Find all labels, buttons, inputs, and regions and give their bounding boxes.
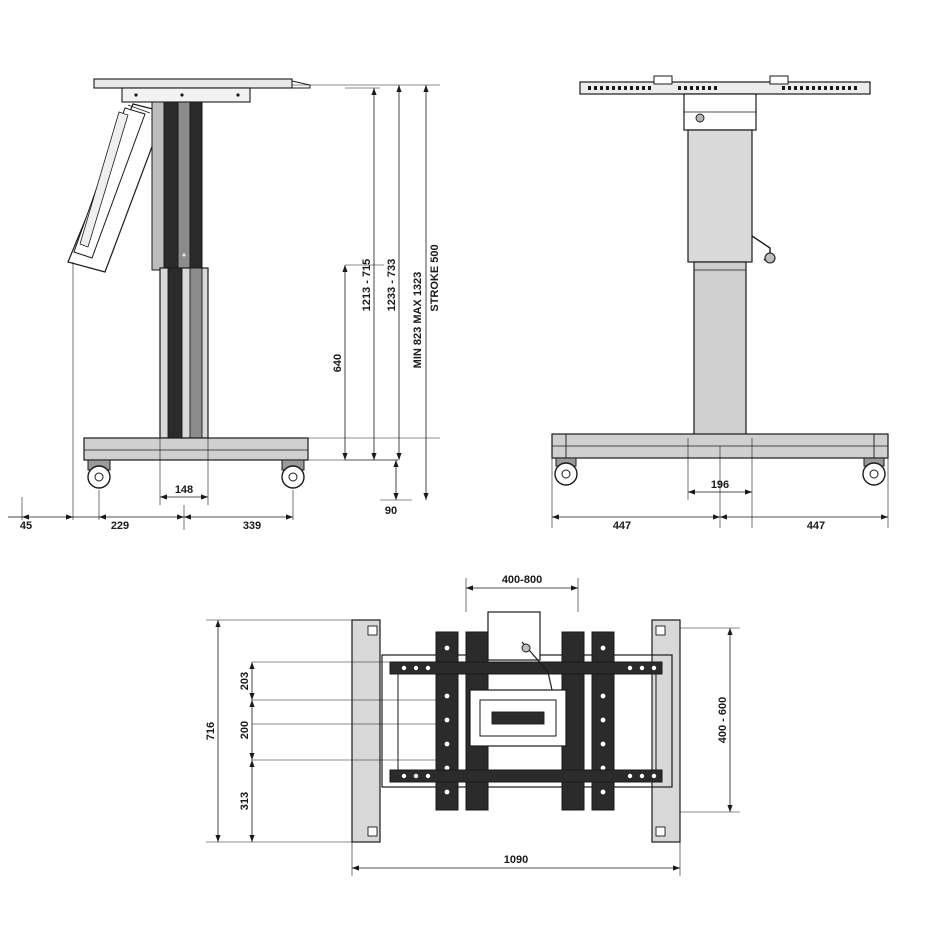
front-caster-left: [555, 458, 577, 485]
dim-label-400-600: 400 - 600: [717, 696, 729, 744]
dimension-top-203: [239, 662, 255, 700]
side-display-panel: [68, 104, 165, 272]
dim-label-400-800: 400-800: [501, 574, 543, 586]
dim-label-229: 229: [110, 520, 130, 532]
dimension-side-1213-715: [361, 88, 377, 460]
front-caster-right: [863, 458, 885, 485]
front-tabletop: [580, 76, 870, 130]
dim-label-640: 640: [332, 353, 344, 373]
dim-label-1213-715: 1213 - 715: [361, 258, 373, 312]
dimension-side-90: [385, 460, 399, 517]
front-elevation-view: [552, 76, 888, 532]
dim-label-min-max: MIN 823 MAX 1323: [412, 271, 424, 369]
dim-label-339: 339: [242, 520, 262, 532]
front-lift-column: [688, 130, 775, 438]
side-base-foot: [84, 438, 308, 488]
dimension-side-1233-733: [386, 85, 402, 460]
dimension-top-400-800: [466, 574, 578, 591]
dimension-top-313: [239, 760, 255, 842]
plan-foot-left: [352, 620, 380, 842]
side-elevation-view: [8, 79, 441, 532]
dim-label-716: 716: [205, 721, 217, 741]
dim-label-203: 203: [239, 671, 251, 691]
dim-label-90: 90: [384, 505, 398, 517]
dimension-top-716: [205, 620, 221, 842]
side-caster-left: [88, 460, 110, 488]
dim-label-447-right: 447: [806, 520, 826, 532]
dimension-front-196: [688, 479, 752, 495]
dim-label-196: 196: [710, 479, 730, 491]
side-caster-right: [282, 460, 304, 488]
dim-label-313: 313: [239, 791, 251, 811]
dimension-side-baseline: [8, 505, 293, 532]
plan-mount-frame: [382, 612, 672, 810]
side-tabletop: [94, 79, 310, 102]
dim-label-1090: 1090: [503, 854, 529, 866]
dimension-top-400-600: [717, 628, 733, 812]
dimension-side-640: [332, 265, 348, 460]
dim-label-stroke: STROKE 500: [429, 244, 441, 312]
dim-label-200: 200: [239, 720, 251, 740]
dimension-top-200: [239, 700, 255, 760]
top-plan-view: [205, 574, 740, 876]
dim-label-148: 148: [174, 484, 194, 496]
dim-label-45: 45: [19, 520, 33, 532]
dim-label-1233-733: 1233 - 733: [386, 258, 398, 312]
dimension-top-1090: [352, 854, 680, 871]
dimension-side-148: [160, 484, 208, 500]
side-lift-column: [152, 102, 208, 438]
dim-label-447-left: 447: [612, 520, 632, 532]
